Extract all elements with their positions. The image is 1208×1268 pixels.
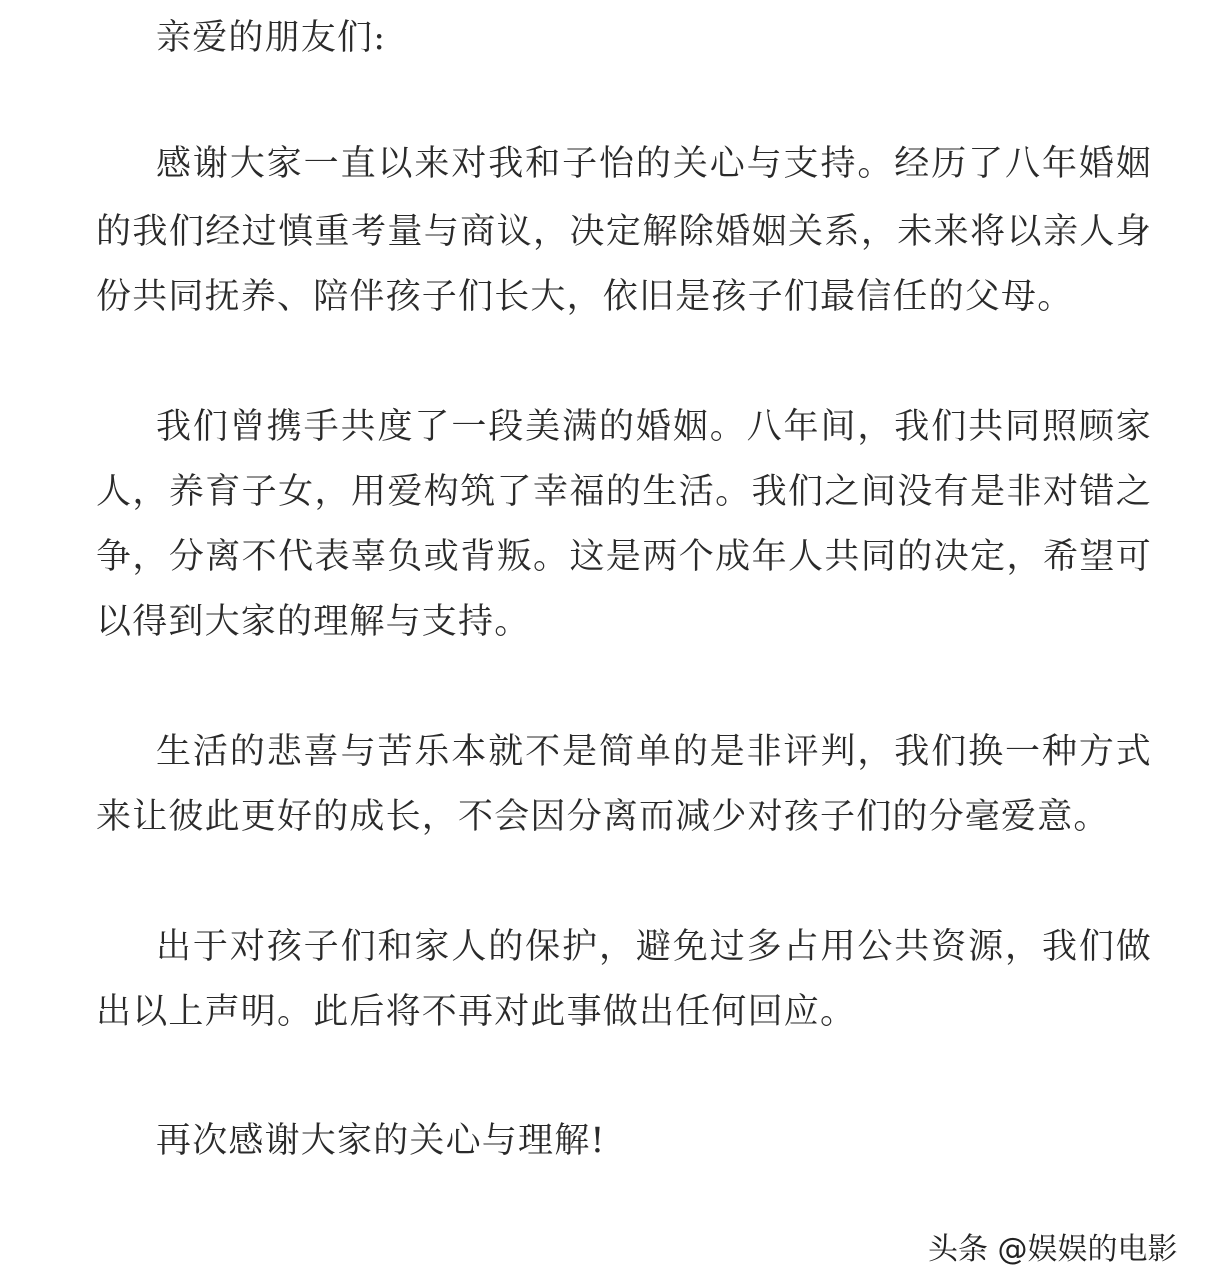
paragraph-1-line-3: 份共同抚养、陪伴孩子们长大，依旧是孩子们最信任的父母。	[96, 277, 1074, 317]
paragraph-3-line-1: 生活的悲喜与苦乐本就不是简单的是非评判，我们换一种方式	[156, 732, 1152, 772]
source-watermark: 头条 @娱娱的电影	[928, 1232, 1178, 1267]
letter-closing: 再次感谢大家的关心与理解!	[156, 1121, 606, 1161]
paragraph-2-line-2: 人，养育子女，用爱构筑了幸福的生活。我们之间没有是非对错之	[96, 472, 1152, 512]
paragraph-2-line-1: 我们曾携手共度了一段美满的婚姻。八年间，我们共同照顾家	[156, 407, 1152, 447]
paragraph-4-line-1: 出于对孩子们和家人的保护，避免过多占用公共资源，我们做	[156, 927, 1152, 967]
paragraph-1-line-2: 的我们经过慎重考量与商议，决定解除婚姻关系，未来将以亲人身	[96, 212, 1152, 252]
paragraph-1-line-1: 感谢大家一直以来对我和子怡的关心与支持。经历了八年婚姻	[156, 144, 1152, 184]
paragraph-2-line-4: 以得到大家的理解与支持。	[96, 602, 531, 642]
letter-greeting: 亲爱的朋友们:	[156, 18, 387, 58]
paragraph-2-line-3: 争，分离不代表辜负或背叛。这是两个成年人共同的决定，希望可	[96, 537, 1152, 577]
paragraph-4-line-2: 出以上声明。此后将不再对此事做出任何回应。	[96, 992, 857, 1032]
paragraph-3-line-2: 来让彼此更好的成长，不会因分离而减少对孩子们的分毫爱意。	[96, 797, 1110, 837]
